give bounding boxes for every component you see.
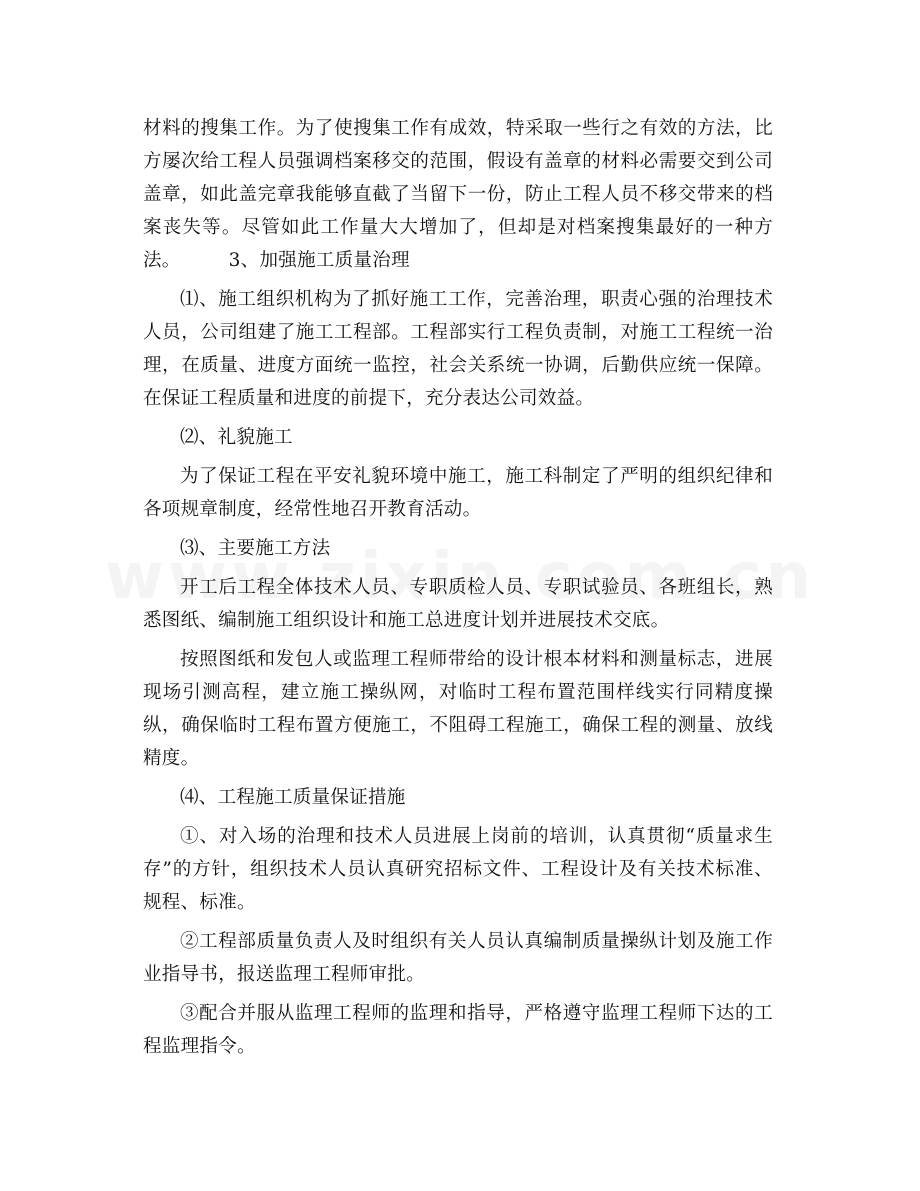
paragraph-9: ①、对入场的治理和技术人员进展上岗前的培训，认真贯彻“质量求生存”的方针，组织技术人员认真研究招标文件、工程设计及有关技术标准、规程、标准。 <box>143 826 773 913</box>
paragraph-11: ③配合并服从监理工程师的监理和指导，严格遵守监理工程师下达的工程监理指令。 <box>143 1003 773 1057</box>
paragraph-1-text: 材料的搜集工作。为了使搜集工作有成效，特采取一些行之有效的方法，比方屡次给工程人员强调档案移交的范围，假设有盖章的材料必需要交到公司盖章，如此盖完章我能够直截了当留下一份，防止工程人员不移交带来的档案丧失等。尽管如此工作量大大增加了，但却是对档案搜集最好的一种方法。 <box>143 118 773 271</box>
paragraph-2: ⑴、施工组织机构为了抓好施工工作，完善治理，职责心强的治理技术人员，公司组建了施工工程部。工程部实行工程负责制，对施工工程统一治理，在质量、进度方面统一监控，社会关系统一协调，后勤供应统一保障。在保证工程质量和进度的前提下，充分表达公司效益。 <box>143 289 773 409</box>
subheading-construction-methods: ⑶、主要施工方法 <box>180 538 331 559</box>
paragraph-1 <box>143 112 773 277</box>
paragraph-6: 开工后工程全体技术人员、专职质检人员、专职试验员、各班组长，熟悉图纸、编制施工组织设计和施工总进度计划并进展技术交底。 <box>143 577 773 631</box>
paragraph-7: 按照图纸和发包人或监理工程师带给的设计根本材料和测量标志，进展现场引测高程，建立施工操纵网，对临时工程布置范围样线实行同精度操纵，确保临时工程布置方便施工，不阻碍工程施工，确保工程的测量、放线精度。 <box>143 649 773 769</box>
paragraph-10: ②工程部质量负责人及时组织有关人员认真编制质量操纵计划及施工作业指导书，报送监理工程师审批。 <box>143 931 773 985</box>
subheading-quality-measures: ⑷、工程施工质量保证措施 <box>180 787 406 808</box>
paragraph-4: 为了保证工程在平安礼貌环境中施工，施工科制定了严明的组织纪律和各项规章制度，经常性地召开教育活动。 <box>143 466 773 520</box>
subheading-civil-construction: ⑵、礼貌施工 <box>180 427 293 448</box>
section-heading-quality: 3、加强施工质量治理 <box>228 250 410 271</box>
document-body <box>143 112 773 1069</box>
